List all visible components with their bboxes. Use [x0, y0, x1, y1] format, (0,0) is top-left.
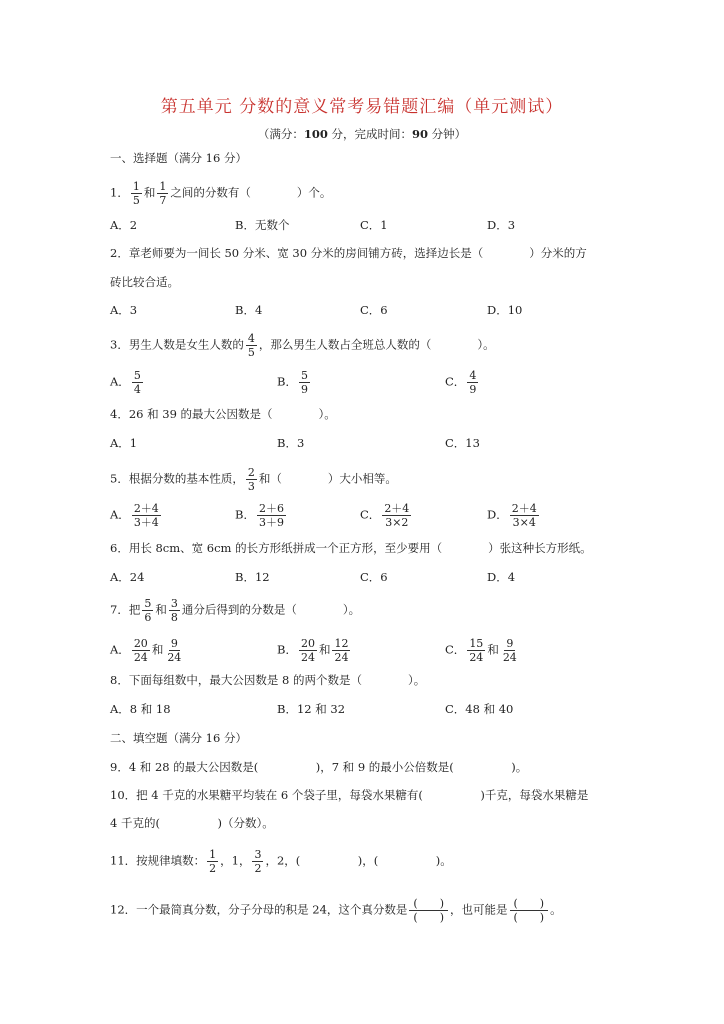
question-text: 3．男生人数是女生人数的	[110, 337, 244, 352]
fraction	[132, 637, 150, 664]
denominator: 3×4	[512, 516, 536, 529]
question-text: 和	[143, 185, 156, 200]
option-b: B．无数个	[235, 218, 290, 232]
option-label: C．	[445, 642, 466, 657]
question-11	[110, 848, 452, 875]
denominator: 9	[300, 383, 308, 396]
option-c: C．1	[360, 218, 388, 232]
numerator: 12	[334, 637, 349, 650]
numerator: 3	[170, 597, 178, 610]
option-label: A．	[110, 642, 130, 657]
option-a: A．8 和 18	[110, 702, 171, 716]
question-text: 12．一个最简真分数，分子分母的积是 24，这个真分数是	[110, 902, 408, 917]
section-heading-choice: 一、选择题（满分 16 分）	[110, 151, 247, 165]
question-7	[110, 597, 360, 624]
question-text: 通分后得到的分数是（ ）。	[181, 602, 361, 617]
question-text: 之间的分数有（ ）个。	[170, 185, 332, 200]
full-score: 100	[303, 127, 328, 141]
time-limit: 90	[412, 127, 429, 141]
option-a: A．3	[110, 303, 138, 317]
numerator-blank: ( )	[409, 897, 448, 911]
denominator: 3×2	[385, 516, 409, 529]
denominator: 3＋9	[258, 516, 284, 529]
blank-fraction	[409, 897, 448, 924]
fraction	[467, 369, 478, 396]
section-heading-fill: 二、填空题（满分 16 分）	[110, 731, 247, 745]
option-a: A．24	[110, 570, 145, 584]
denominator: 2	[209, 862, 217, 875]
option-d: D．4	[487, 570, 516, 584]
option-a	[110, 637, 185, 664]
question-3	[110, 332, 495, 359]
fraction	[299, 369, 310, 396]
page-title: 第五单元 分数的意义常考易错题汇编（单元测试）	[160, 97, 564, 117]
option-label: D．	[487, 507, 508, 522]
option-a: A．2	[110, 218, 138, 232]
option-b	[235, 502, 288, 529]
denominator: 8	[170, 611, 178, 624]
option-label: C．	[360, 507, 381, 522]
option-text: 和	[318, 642, 331, 657]
numerator: 4	[247, 332, 255, 345]
option-b: B．3	[277, 436, 305, 450]
option-b: B．12	[235, 570, 270, 584]
numerator: 20	[300, 637, 315, 650]
numerator: 2＋4	[511, 502, 537, 515]
option-b: B．12 和 32	[277, 702, 346, 716]
fraction	[207, 848, 218, 875]
exam-info	[0, 126, 724, 142]
exam-info-text: （满分：	[257, 127, 304, 141]
fraction	[142, 597, 153, 624]
option-a	[110, 502, 163, 529]
option-d: D．10	[487, 303, 523, 317]
numerator: 5	[133, 369, 141, 382]
numerator: 9	[506, 637, 514, 650]
option-d: D．3	[487, 218, 516, 232]
numerator: 4	[469, 369, 477, 382]
denominator: 24	[300, 651, 315, 664]
question-6: 6．用长 8cm、宽 6cm 的长方形纸拼成一个正方形，至少要用（ ）张这种长方形纸。	[110, 541, 592, 555]
question-text: 7．把	[110, 602, 141, 617]
denominator-blank: ( )	[513, 911, 545, 924]
numerator: 1	[209, 848, 217, 861]
fraction	[382, 502, 411, 529]
denominator: 2	[254, 862, 262, 875]
numerator: 1	[159, 180, 167, 193]
option-c	[360, 502, 413, 529]
denominator: 24	[502, 651, 517, 664]
option-c: C．6	[360, 303, 388, 317]
question-text: ，2，( )，( )。	[265, 853, 452, 868]
option-label: A．	[110, 374, 130, 389]
fraction	[332, 637, 350, 664]
numerator: 2＋4	[133, 502, 159, 515]
denominator: 5	[247, 346, 255, 359]
question-number: 1．	[110, 185, 129, 200]
option-text: 和	[487, 642, 499, 657]
numerator: 2＋6	[258, 502, 284, 515]
question-text: 5．根据分数的基本性质，	[110, 471, 244, 486]
question-text: ，1，	[220, 853, 251, 868]
numerator: 15	[469, 637, 484, 650]
fraction	[157, 180, 168, 207]
question-9: 9．4 和 28 的最大公因数是( )，7 和 9 的最小公倍数是( )。	[110, 760, 528, 774]
question-5	[110, 466, 397, 493]
option-c: C．48 和 40	[445, 702, 514, 716]
fraction	[257, 502, 286, 529]
fraction	[132, 369, 143, 396]
denominator: 9	[469, 383, 477, 396]
option-b: B．4	[235, 303, 263, 317]
option-c	[445, 369, 480, 396]
question-text: 11．按规律填数：	[110, 853, 206, 868]
option-c: C．6	[360, 570, 388, 584]
numerator: 5	[300, 369, 308, 382]
option-b	[277, 369, 312, 396]
question-text: ，那么男生人数占全班总人数的（ ）。	[258, 337, 495, 352]
option-text: 和	[151, 642, 164, 657]
question-text: 。	[550, 902, 562, 917]
denominator: 5	[132, 194, 140, 207]
question-10-cont: 4 千克的( )（分数）。	[110, 816, 274, 830]
numerator: 9	[170, 637, 178, 650]
fraction	[246, 466, 257, 493]
denominator: 7	[159, 194, 167, 207]
question-text: ，也可能是	[450, 902, 508, 917]
exam-info-text: 分钟）	[428, 127, 467, 141]
fraction	[169, 597, 180, 624]
question-text: 和	[155, 602, 167, 617]
denominator-blank: ( )	[413, 911, 445, 924]
option-label: B．	[235, 507, 255, 522]
denominator: 24	[334, 651, 349, 664]
fraction	[165, 637, 183, 664]
denominator: 3＋4	[133, 516, 159, 529]
denominator: 6	[144, 611, 152, 624]
fraction	[246, 332, 257, 359]
question-1	[110, 180, 331, 207]
option-label: C．	[445, 374, 466, 389]
fraction	[510, 502, 539, 529]
blank-fraction	[510, 897, 549, 924]
question-4: 4．26 和 39 的最大公因数是（ ）。	[110, 407, 336, 421]
option-a: A．1	[110, 436, 138, 450]
fraction	[252, 848, 263, 875]
denominator: 3	[247, 480, 255, 493]
option-d	[487, 502, 541, 529]
exam-info-text: 分，完成时间：	[327, 127, 412, 141]
denominator: 24	[133, 651, 148, 664]
numerator: 2＋4	[384, 502, 410, 515]
numerator: 20	[133, 637, 148, 650]
option-label: B．	[277, 642, 297, 657]
fraction	[501, 637, 519, 664]
numerator: 3	[254, 848, 262, 861]
denominator: 24	[469, 651, 484, 664]
option-label: B．	[277, 374, 297, 389]
option-a	[110, 369, 145, 396]
numerator: 1	[132, 180, 140, 193]
numerator: 2	[247, 466, 255, 479]
question-12	[110, 897, 562, 924]
question-10: 10．把 4 千克的水果糖平均装在 6 个袋子里，每袋水果糖有( )千克，每袋水果糖是	[110, 788, 589, 802]
fraction	[132, 502, 161, 529]
option-c	[445, 637, 521, 664]
option-label: A．	[110, 507, 130, 522]
fraction	[467, 637, 485, 664]
option-c: C．13	[445, 436, 480, 450]
numerator-blank: ( )	[510, 897, 549, 911]
question-text: 和（ ）大小相等。	[258, 471, 397, 486]
fraction	[131, 180, 142, 207]
fraction	[299, 637, 317, 664]
numerator: 5	[144, 597, 152, 610]
option-b	[277, 637, 352, 664]
question-8: 8．下面每组数中，最大公因数是 8 的两个数是（ ）。	[110, 673, 426, 687]
denominator: 24	[167, 651, 182, 664]
question-2-cont: 砖比较合适。	[110, 275, 179, 289]
denominator: 4	[133, 383, 141, 396]
question-2: 2．章老师要为一间长 50 分米、宽 30 分米的房间铺方砖，选择边长是（ ）分米的方	[110, 246, 587, 260]
